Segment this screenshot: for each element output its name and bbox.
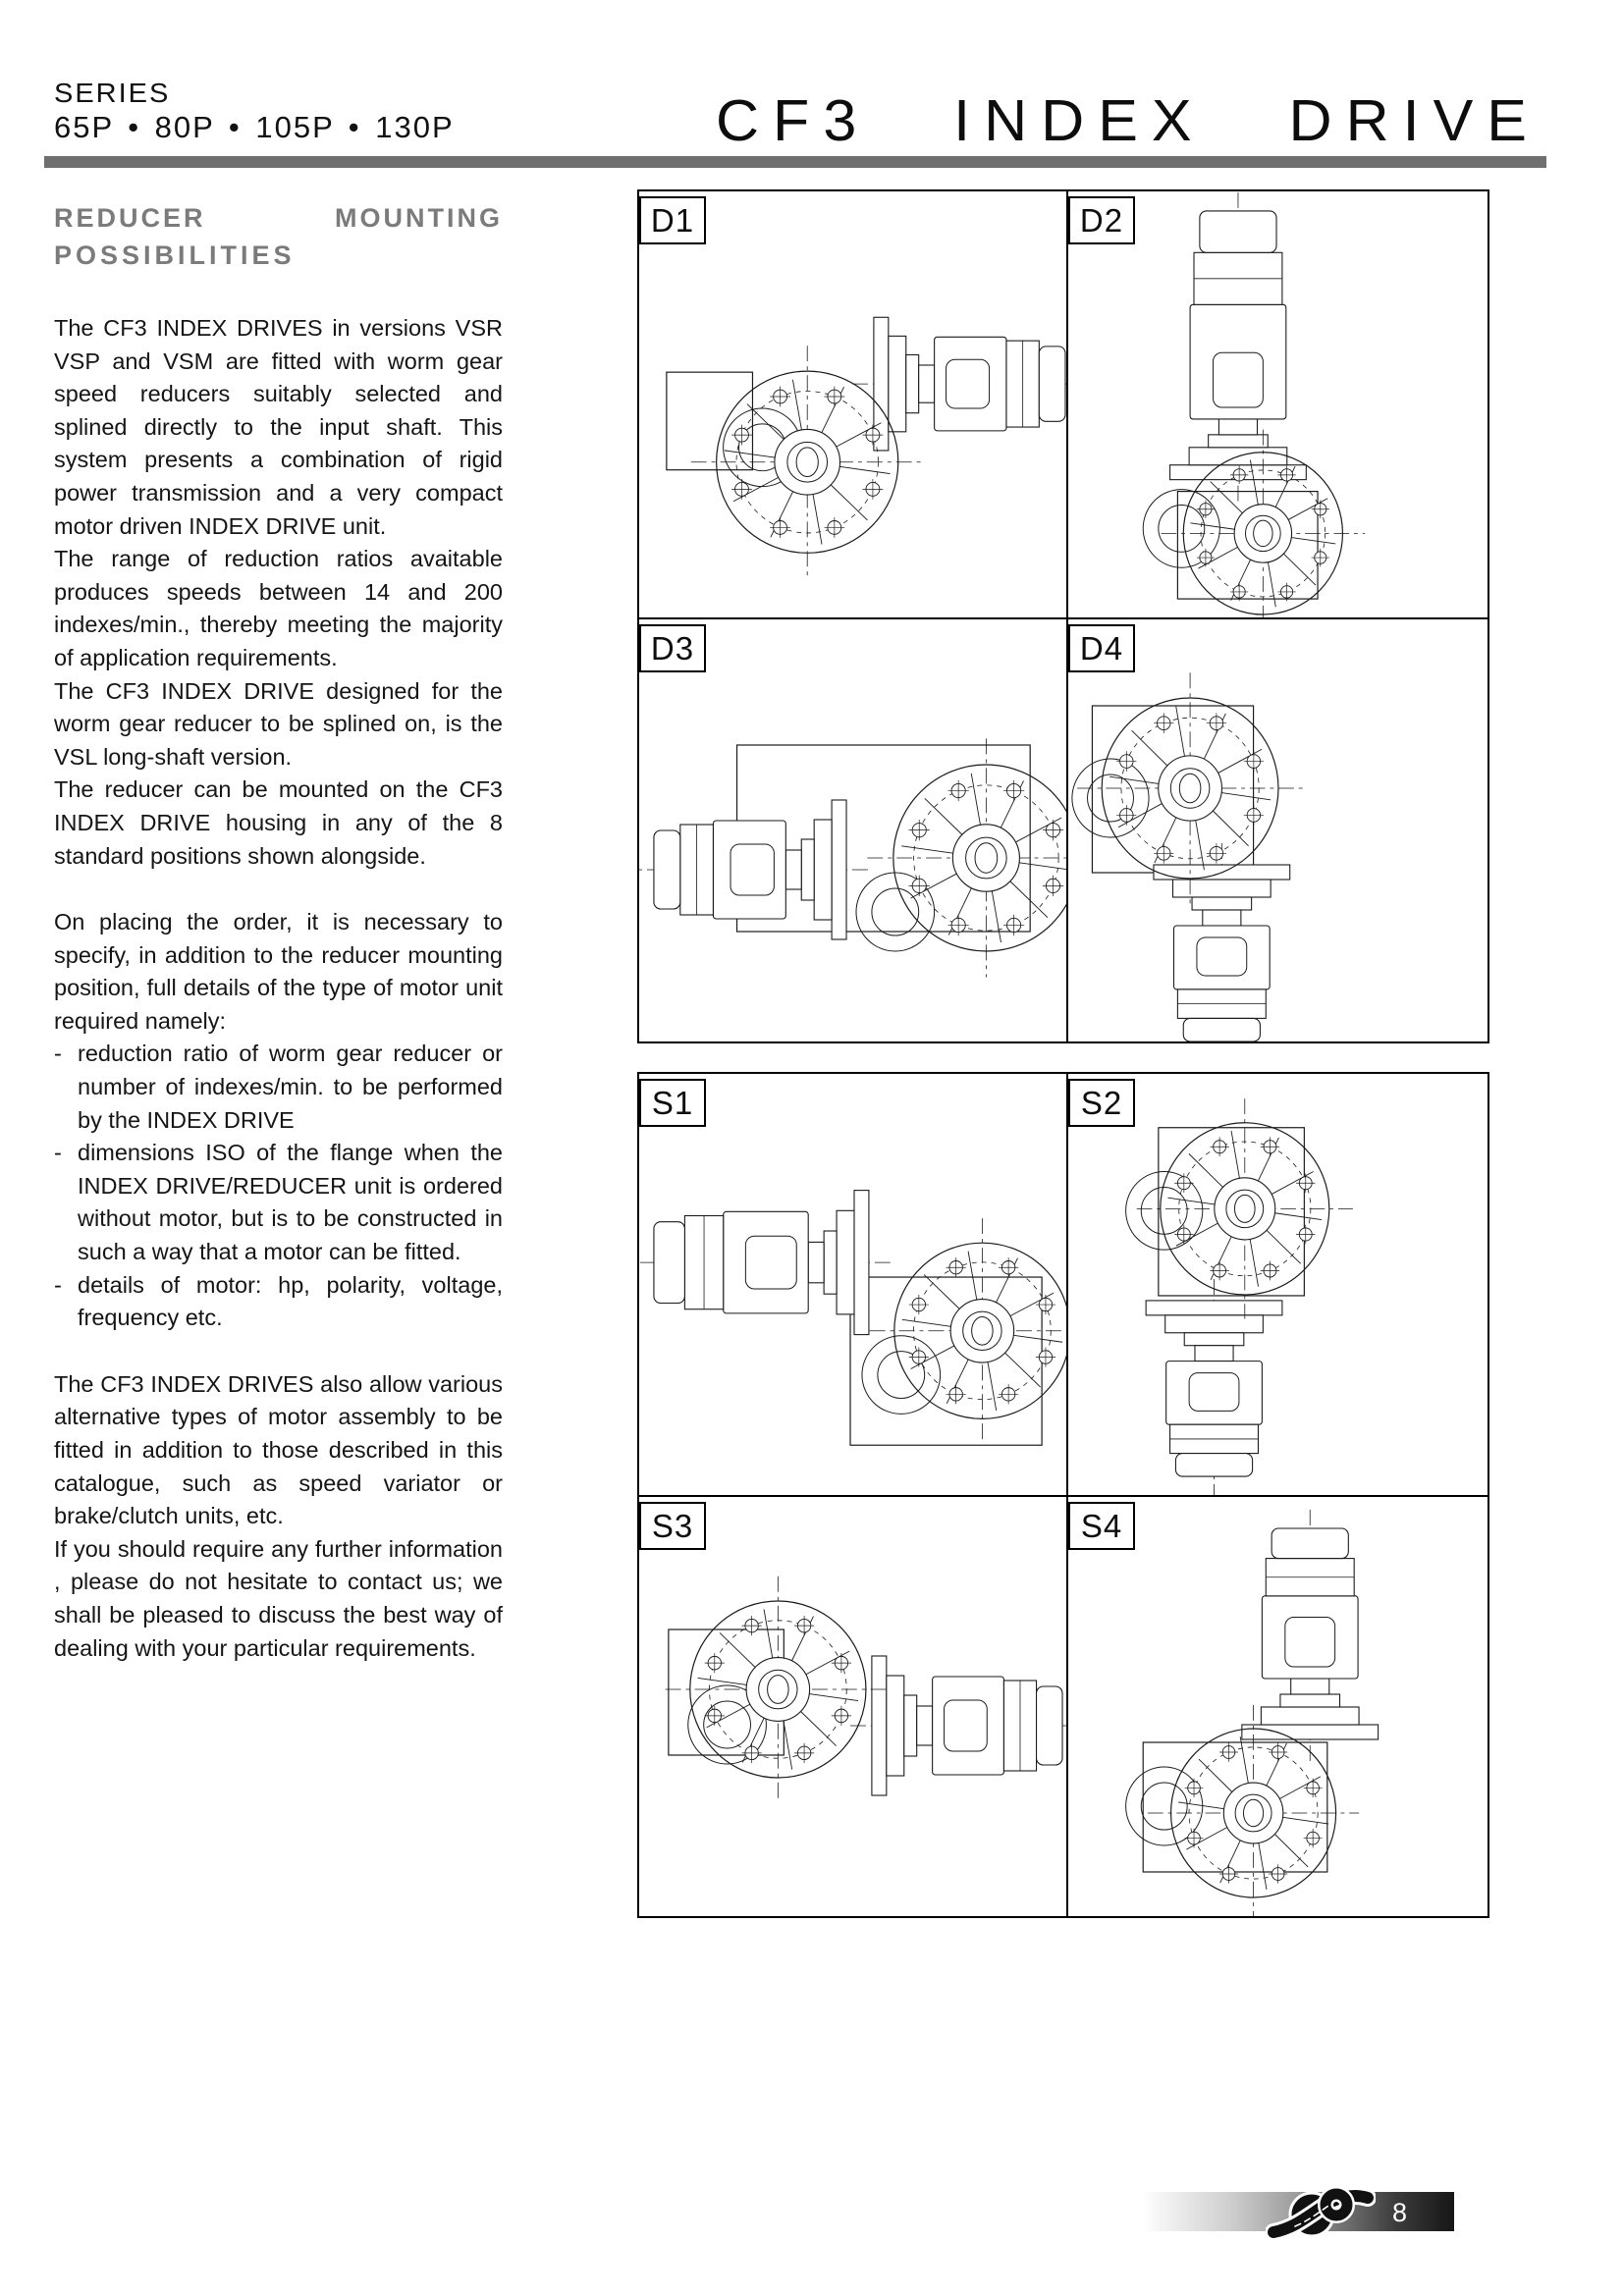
brand-knot-logo-icon [1266,2183,1376,2240]
panel-cell-s4 [1068,1497,1488,1916]
technical-drawing-d4 [1068,619,1488,1041]
body-paragraph: If you should require any further information , please do not hesitate to contact us; we shall be pleased to discuss the best way of dealing with your particular requirements. [54,1535,503,1661]
mounting-positions-grid-s [637,1072,1489,1918]
paragraph-gap [54,873,503,906]
panel-cell-d3 [639,619,1068,1041]
technical-drawing-d2 [1068,191,1488,617]
technical-drawing-d3 [639,619,1066,1041]
technical-drawing-s2 [1068,1074,1488,1495]
panel-cell-d2 [1068,191,1488,619]
panel-label-d1: D1 [639,196,706,244]
bullet-item: - details of motor: hp, polarity, voltage, frequency etc. [54,1269,503,1335]
panel-cell-d1 [639,191,1068,619]
bullet-marker: - [54,1140,62,1166]
body-paragraph: The reducer can be mounted on the CF3 INDEX DRIVE housing in any of the 8 standard positions shown alongside. [54,776,503,869]
article-heading-line1: REDUCER MOUNTING [54,203,503,233]
panel-cell-s1 [639,1074,1068,1497]
technical-drawing-s4 [1068,1497,1488,1916]
body-paragraph: The CF3 INDEX DRIVE designed for the worm gear reducer to be splined on, is the VSL long-shaft version. [54,677,503,770]
panel-label-d3: D3 [639,624,706,672]
page-title: CF3 INDEX DRIVE [716,86,1541,153]
article-heading [54,199,503,274]
technical-drawing-s1 [639,1074,1066,1495]
panel-label-s3: S3 [639,1502,706,1550]
panel-cell-s3 [639,1497,1068,1916]
article-heading-line2: POSSIBILITIES [54,240,296,270]
header-divider-rule [44,156,1546,168]
technical-drawing-s3 [639,1497,1066,1916]
panel-label-d4: D4 [1068,624,1135,672]
footer-bar [1142,2192,1454,2231]
bullet-marker: - [54,1271,62,1298]
panel-label-d2: D2 [1068,196,1135,244]
bullet-item: - dimensions ISO of the flange when the INDEX DRIVE/REDUCER unit is ordered without motor, but is to be constructed in such a way that a motor can be fitted. [54,1137,503,1268]
body-paragraph: The CF3 INDEX DRIVES in versions VSR VSP and VSM are fitted with worm gear speed reducers suitably selected and splined directly to the input shaft. This system presents a combination of rigid power transmission and a very compact motor driven INDEX DRIVE unit. [54,315,503,539]
panel-label-s2: S2 [1068,1079,1135,1127]
page-number: 8 [1391,2198,1407,2227]
series-label: SERIES [54,79,171,109]
paragraph-gap [54,1335,503,1368]
body-paragraph: On placing the order, it is necessary to specify, in addition to the reducer mounting position, full details of the type of motor unit required namely: [54,909,503,1034]
reducer-mounting-article [54,199,503,1665]
mounting-positions-grid-d [637,189,1489,1043]
panel-cell-d4 [1068,619,1488,1041]
series-models: 65P • 80P • 105P • 130P [54,110,455,144]
panel-label-s4: S4 [1068,1502,1135,1550]
technical-drawing-d1 [639,191,1066,617]
body-paragraph: The range of reduction ratios avaitable produces speeds between 14 and 200 indexes/min., thereby meeting the majority of application requirements. [54,546,503,670]
bullet-marker: - [54,1041,62,1067]
panel-cell-s2 [1068,1074,1488,1497]
body-paragraph: The CF3 INDEX DRIVES also allow various alternative types of motor assembly to be fitted in addition to those described in this catalogue, such as speed variator or brake/clutch units, etc. [54,1370,503,1529]
panel-label-s1: S1 [639,1079,706,1127]
article-body [54,312,503,1665]
bullet-item: - reduction ratio of worm gear reducer or number of indexes/min. to be performed by the INDEX DRIVE [54,1038,503,1137]
